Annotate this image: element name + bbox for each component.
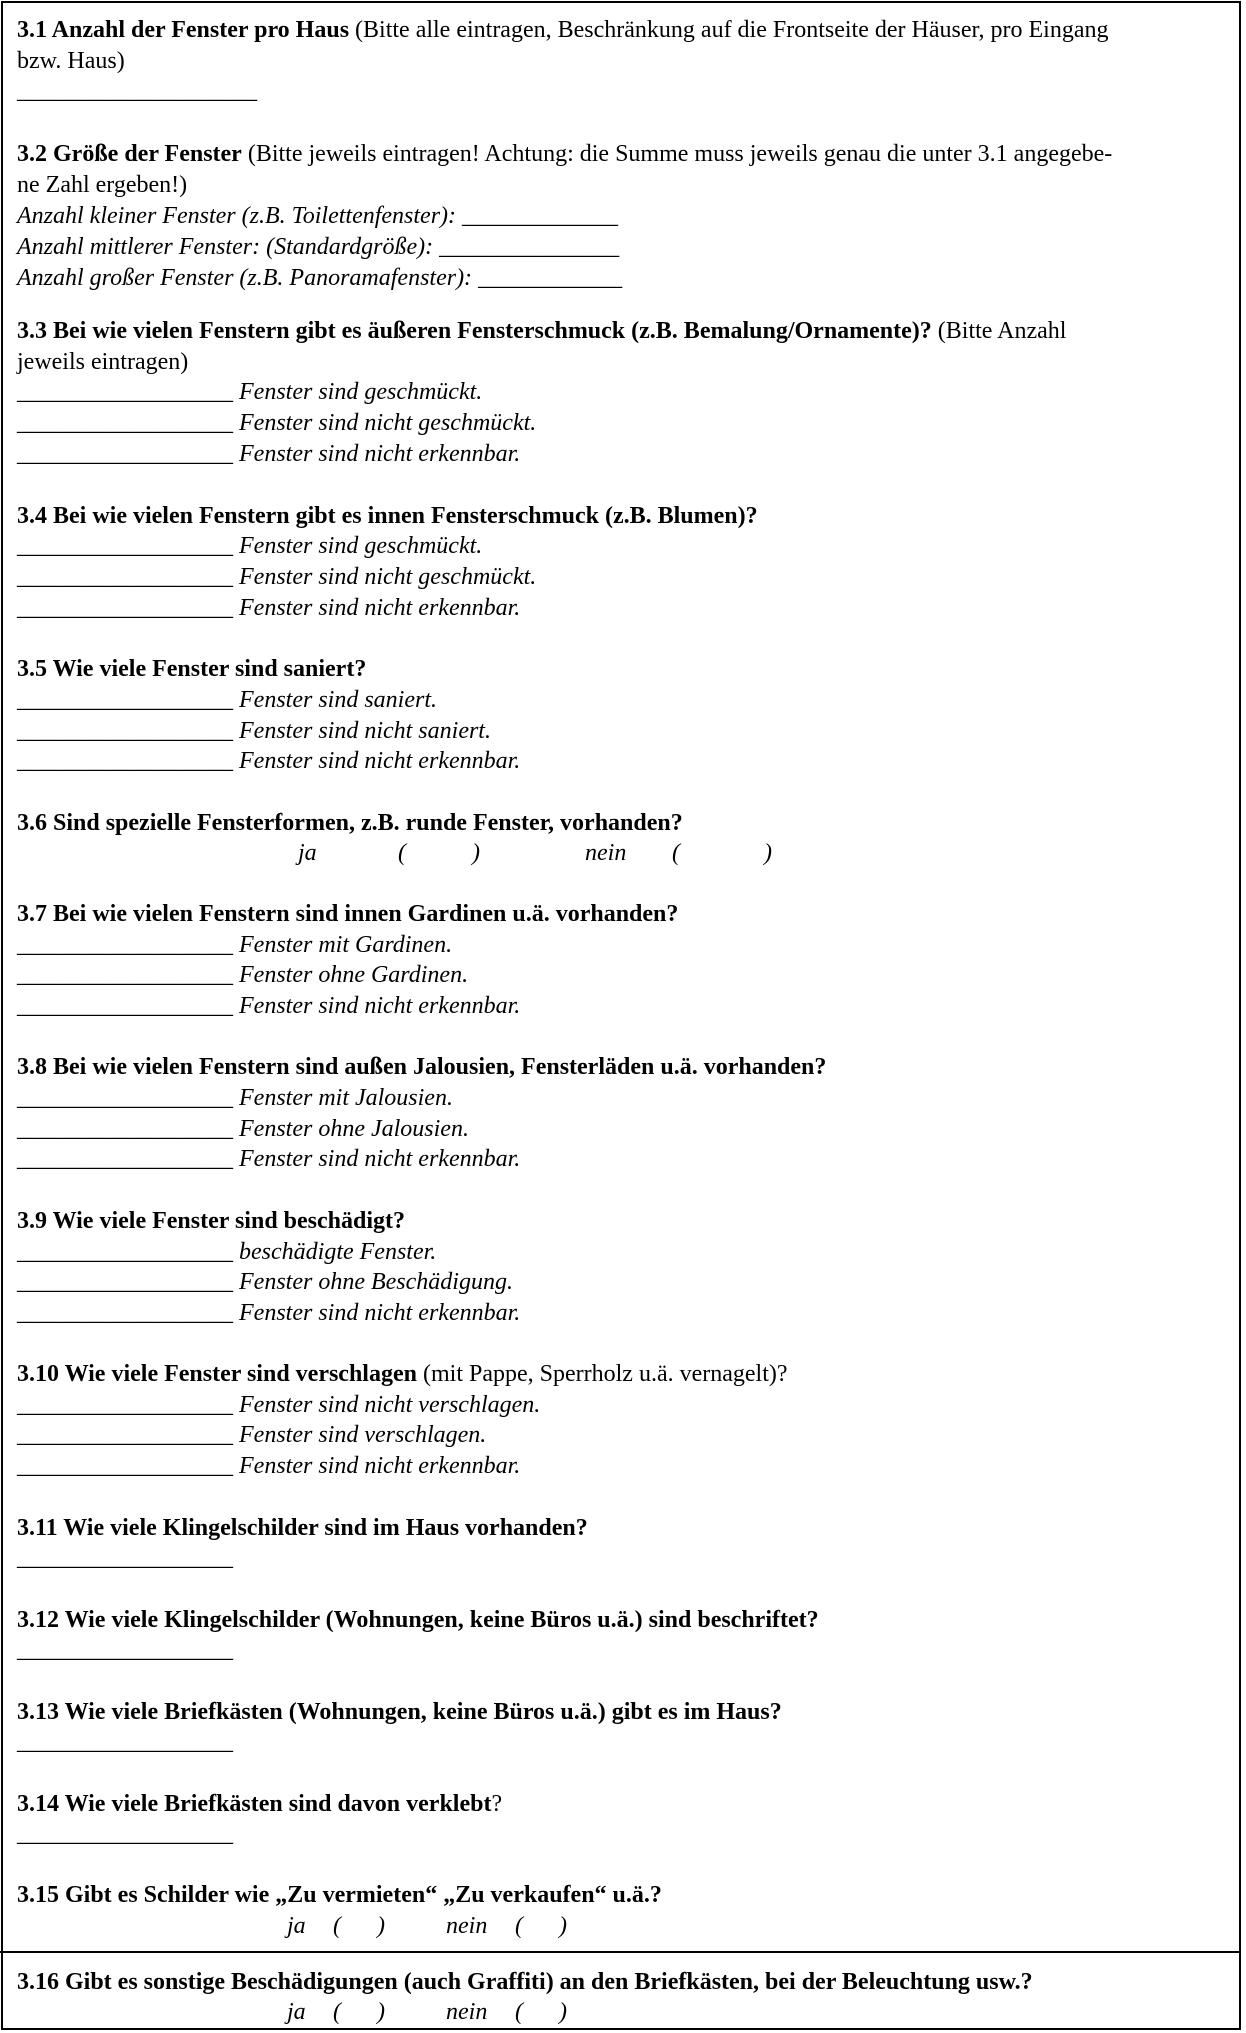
q33-line2: jeweils eintragen) [17, 349, 189, 375]
q312-title: 3.12 Wie viele Klingelschilder (Wohnungen, keine Büros u.ä.) sind beschriftet? [17, 1607, 819, 1633]
q39-option-3[interactable]: __________________ Fenster sind nicht erkennbar. [17, 1300, 521, 1326]
q38-option-1[interactable]: __________________ Fenster mit Jalousien. [17, 1085, 453, 1111]
q33-option-2[interactable]: __________________ Fenster sind nicht geschmückt. [17, 410, 537, 436]
q315-nein-label: nein [446, 1913, 488, 1939]
q34-option-3[interactable]: __________________ Fenster sind nicht erkennbar. [17, 595, 521, 621]
q310-option-3[interactable]: __________________ Fenster sind nicht erkennbar. [17, 1453, 521, 1479]
q31-instruction: (Bitte alle eintragen, Beschränkung auf die Frontseite der Häuser, pro Eingang [349, 17, 1109, 43]
q36-ja-label: ja [298, 840, 317, 866]
q38-option-3[interactable]: __________________ Fenster sind nicht erkennbar. [17, 1146, 521, 1172]
q39-title: 3.9 Wie viele Fenster sind beschädigt? [17, 1208, 406, 1234]
q36-title: 3.6 Sind spezielle Fensterformen, z.B. runde Fenster, vorhanden? [17, 810, 683, 836]
q38-option-2[interactable]: __________________ Fenster ohne Jalousien. [17, 1116, 469, 1142]
q314-title: 3.14 Wie viele Briefkästen sind davon verklebt? [17, 1791, 503, 1817]
q32-small-row[interactable]: Anzahl kleiner Fenster (z.B. Toilettenfenster): _____________ [17, 203, 619, 229]
q310-title: 3.10 Wie viele Fenster sind verschlagen (mit Pappe, Sperrholz u.ä. vernagelt)? [17, 1361, 788, 1387]
q316-ja-label: ja [287, 1999, 306, 2025]
q34-title: 3.4 Bei wie vielen Fenstern gibt es innen Fensterschmuck (z.B. Blumen)? [17, 503, 758, 529]
q31-answer-blank[interactable]: ____________________ [17, 78, 257, 104]
q38-title: 3.8 Bei wie vielen Fenstern sind außen Jalousien, Fensterläden u.ä. vorhanden? [17, 1054, 827, 1080]
q32-medium-row[interactable]: Anzahl mittlerer Fenster: (Standardgröße): _______________ [17, 234, 620, 260]
q316-ja-checkbox[interactable]: ( ) [333, 1999, 385, 2025]
q39-option-2[interactable]: __________________ Fenster ohne Beschädigung. [17, 1269, 513, 1295]
q315-ja-checkbox[interactable]: ( ) [333, 1913, 385, 1939]
q32-line1: 3.2 Größe der Fenster (Bitte jeweils eintragen! Achtung: die Summe muss jeweils genau die unter 3.1 angegebe- [17, 141, 1113, 167]
q31-line2: bzw. Haus) [17, 48, 125, 74]
q31-title: 3.1 Anzahl der Fenster pro Haus [17, 17, 350, 43]
q35-option-3[interactable]: __________________ Fenster sind nicht erkennbar. [17, 748, 521, 774]
q33-line1: 3.3 Bei wie vielen Fenstern gibt es äußeren Fensterschmuck (z.B. Bemalung/Ornamente)? (Bitte Anzahl [17, 318, 1067, 344]
q36-ja-checkbox[interactable]: ( ) [398, 840, 480, 866]
q34-option-1[interactable]: __________________ Fenster sind geschmückt. [17, 533, 483, 559]
q34-option-2[interactable]: __________________ Fenster sind nicht geschmückt. [17, 564, 537, 590]
q311-answer-blank[interactable]: __________________ [17, 1545, 233, 1571]
q33-option-3[interactable]: __________________ Fenster sind nicht erkennbar. [17, 441, 521, 467]
q33-option-1[interactable]: __________________ Fenster sind geschmückt. [17, 379, 483, 405]
q315-ja-label: ja [287, 1913, 306, 1939]
q37-option-2[interactable]: __________________ Fenster ohne Gardinen. [17, 962, 469, 988]
q310-option-1[interactable]: __________________ Fenster sind nicht verschlagen. [17, 1392, 541, 1418]
q311-title: 3.11 Wie viele Klingelschilder sind im Haus vorhanden? [17, 1515, 588, 1541]
q316-title: 3.16 Gibt es sonstige Beschädigungen (auch Graffiti) an den Briefkästen, bei der Beleuchtung usw.? [17, 1969, 1033, 1995]
q32-large-row[interactable]: Anzahl großer Fenster (z.B. Panoramafenster): ____________ [17, 265, 623, 291]
q32-line2: ne Zahl ergeben!) [17, 172, 188, 198]
q316-divider [0, 1951, 1240, 1953]
q35-option-1[interactable]: __________________ Fenster sind saniert. [17, 687, 437, 713]
q313-answer-blank[interactable]: __________________ [17, 1729, 233, 1755]
q35-option-2[interactable]: __________________ Fenster sind nicht saniert. [17, 718, 491, 744]
q314-answer-blank[interactable]: __________________ [17, 1821, 233, 1847]
q315-nein-checkbox[interactable]: ( ) [515, 1913, 567, 1939]
q310-option-2[interactable]: __________________ Fenster sind verschlagen. [17, 1422, 487, 1448]
q313-title: 3.13 Wie viele Briefkästen (Wohnungen, keine Büros u.ä.) gibt es im Haus? [17, 1699, 782, 1725]
q315-title: 3.15 Gibt es Schilder wie „Zu vermieten“ „Zu verkaufen“ u.ä.? [17, 1882, 662, 1908]
q39-option-1[interactable]: __________________ beschädigte Fenster. [17, 1239, 437, 1265]
q33-title: 3.3 Bei wie vielen Fenstern gibt es äußeren Fensterschmuck (z.B. Bemalung/Ornamente)? [17, 318, 932, 344]
q37-title: 3.7 Bei wie vielen Fenstern sind innen Gardinen u.ä. vorhanden? [17, 901, 679, 927]
q37-option-1[interactable]: __________________ Fenster mit Gardinen. [17, 932, 453, 958]
q312-answer-blank[interactable]: __________________ [17, 1637, 233, 1663]
q37-option-3[interactable]: __________________ Fenster sind nicht erkennbar. [17, 993, 521, 1019]
q31-line1 [17, 15, 1109, 46]
q316-nein-checkbox[interactable]: ( ) [515, 1999, 567, 2025]
q36-nein-label: nein [585, 840, 627, 866]
q32-title: 3.2 Größe der Fenster [17, 141, 242, 167]
q316-nein-label: nein [446, 1999, 488, 2025]
q36-nein-checkbox[interactable]: ( ) [672, 840, 772, 866]
q35-title: 3.5 Wie viele Fenster sind saniert? [17, 656, 367, 682]
